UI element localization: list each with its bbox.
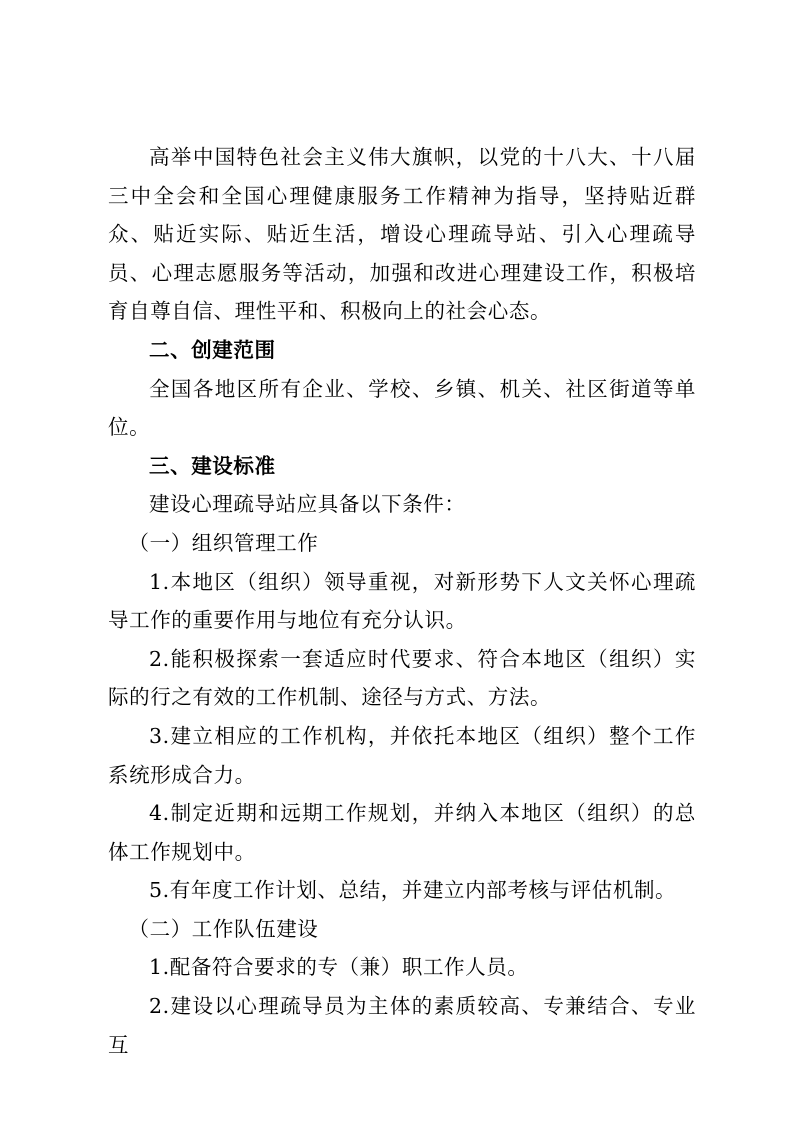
subheading-organization: （一）组织管理工作 <box>128 530 319 555</box>
standards-intro: 建设心理疏导站应具备以下条件： <box>149 492 466 517</box>
intro-paragraph: 高举中国特色社会主义伟大旗帜，以党的十八大、十八届三中全会和全国心理健康服务工作精神为指导，坚持贴近群众、贴近实际、贴近生活，增设心理疏导站、引入心理疏导员、心理志愿服务等活动，加强和改进心理建设工作，积极培育自尊自信、理性平和、积极向上的社会心态。 <box>108 145 696 324</box>
section-heading-standards: 三、建设标准 <box>149 453 276 478</box>
subheading-team: （二）工作队伍建设 <box>128 916 319 941</box>
list-item: 1.本地区（组织）领导重视，对新形势下人文关怀心理疏导工作的重要作用与地位有充分认识。 <box>108 569 696 633</box>
section-heading-scope: 二、创建范围 <box>149 337 276 362</box>
document-body <box>108 138 696 1064</box>
list-item: 3.建立相应的工作机构，并依托本地区（组织）整个工作系统形成合力。 <box>108 723 696 787</box>
list-item: 2.建设以心理疏导员为主体的素质较高、专兼结合、专业互 <box>108 994 696 1057</box>
list-item: 1.配备符合要求的专（兼）职工作人员。 <box>149 955 529 980</box>
scope-paragraph: 全国各地区所有企业、学校、乡镇、机关、社区街道等单位。 <box>108 376 696 440</box>
list-item: 4.制定近期和远期工作规划，并纳入本地区（组织）的总体工作规划中。 <box>108 801 696 864</box>
list-item: 2.能积极探索一套适应时代要求、符合本地区（组织）实际的行之有效的工作机制、途径与方式、方法。 <box>108 646 696 710</box>
list-item: 5.有年度工作计划、总结，并建立内部考核与评估机制。 <box>149 878 677 903</box>
